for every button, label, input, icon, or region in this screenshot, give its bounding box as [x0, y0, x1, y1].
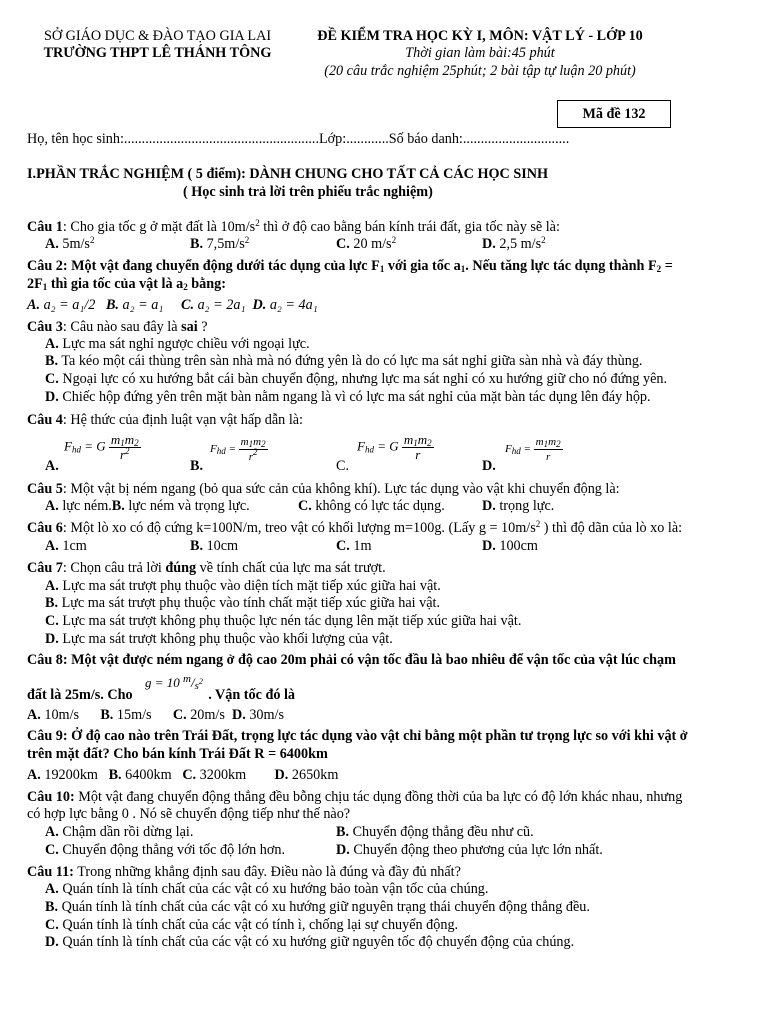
question-8-line2: đất là 25m/s. Cho . Vận tốc đó là	[27, 687, 296, 703]
q4-formula-c: $F_{hd} = G$ $\frac{m_1m_2}{r}$	[357, 432, 432, 462]
q4-option-c-label: C.	[336, 458, 350, 474]
section-title: I.PHẦN TRẮC NGHIỆM ( 5 điểm): DÀNH CHUNG CHO TẤT CẢ CÁC HỌC SINH	[27, 166, 549, 182]
q1-option-c: C. 20 $m/s^2$	[336, 235, 397, 252]
q3-option-b: B. Ta kéo một cái thùng trên sàn nhà mà nó đứng yên là do có lực ma sát nghỉ giữa sàn nhà và đáy thùng.	[45, 353, 643, 369]
q7-option-a: A. Lực ma sát trượt phụ thuộc vào diện tích mặt tiếp xúc giữa hai vật.	[45, 578, 441, 594]
q1-option-d: D. 2,5 $m/s^2$	[482, 235, 546, 252]
exam-time: Thời gian làm bài:45 phút	[405, 45, 555, 61]
question-9-line2: trên mặt đất? Cho bán kính Trái Đất R = 6400km	[27, 746, 328, 762]
q1-option-b: B. $7,5m/s^2$	[190, 235, 250, 252]
q3-option-d: D. Chiếc hộp đứng yên trên mặt bàn nằm ngang là vì có lực ma sát nghỉ của mặt bàn tác dụng lên đáy hộp.	[45, 389, 651, 405]
q11-option-d: D. Quán tính là tính chất của các vật có xu hướng giữ nguyên tốc độ chuyển động của chúng.	[45, 934, 575, 950]
q7-option-d: D. Lực ma sát trượt không phụ thuộc vào khối lượng của vật.	[45, 631, 393, 647]
section-subtitle: ( Học sinh trả lời trên phiếu trắc nghiệm)	[183, 184, 433, 200]
q5-option-d: D. trọng lực.	[482, 498, 555, 514]
question-2-line2: $2F_1$ thì gia tốc của vật là $a_2$ bằng:	[27, 276, 226, 292]
q6-option-d: D. 100cm	[482, 538, 538, 554]
q5-option-c: C. không có lực tác dụng.	[298, 498, 445, 514]
q7-option-b: B. Lực ma sát trượt phụ thuộc vào tính chất mặt tiếp xúc giữa hai vật.	[45, 595, 441, 611]
question-8-line1: Câu 8: Một vật được ném ngang ở độ cao 20m phải có vận tốc đầu là bao nhiêu để vận tốc của vật lúc chạm	[27, 652, 676, 668]
q3-option-c: C. Ngoại lực có xu hướng bắt cái bàn chuyển động, nhưng lực ma sát nghỉ có xu hướng giữ cho nó đứng yên.	[45, 371, 668, 387]
q4-formula-d: $F_{hd}$ = $\frac{m_1m_2}{r}$	[505, 436, 561, 463]
q4-option-b-label: B.	[190, 458, 204, 474]
q4-formula-b: $F_{hd}$ = $\frac{m_1m_2}{r^2}$	[210, 436, 266, 463]
question-1: Câu 1: Cho gia tốc g ở mặt đất là $10m/s^2$ thì ở độ cao bằng bán kính trái đất, gia tốc này sẽ là:	[27, 218, 560, 235]
question-10-line1: Câu 10: Một vật đang chuyển động thẳng đều bỗng chịu tác dụng đồng thời của ba lực có độ lớn khác nhau, nhưng	[27, 789, 683, 805]
exam-code-box: Mã đề 132	[557, 100, 671, 128]
q4-option-a-label: A.	[45, 458, 59, 474]
q6-option-a: A. 1cm	[45, 538, 87, 554]
q2-options: A. a₂ = a₁/2 B. a₂ = a₁ C. a₂ = 2a₁ D. a₂ = 4a₁	[27, 297, 318, 313]
q8-options: A. 10m/s B. 15m/s C. 20m/s D. 30m/s	[27, 707, 284, 723]
q11-option-c: C. Quán tính là tính chất của các vật có tính ì, chống lại sự chuyển động.	[45, 917, 459, 933]
exam-structure: (20 câu trắc nghiệm 25phút; 2 bài tập tự luận 20 phút)	[324, 63, 636, 79]
q7-option-c: C. Lực ma sát trượt không phụ thuộc lực nén tác dụng lên mặt tiếp xúc giữa hai vật.	[45, 613, 522, 629]
question-4: Câu 4: Hệ thức của định luật vạn vật hấp dẫn là:	[27, 412, 304, 428]
q3-option-a: A. Lực ma sát nghỉ ngược chiều với ngoại lực.	[45, 336, 310, 352]
q8-gravity-formula: g = 10 $^m/_{s^2}$	[145, 673, 203, 692]
question-7: Câu 7: Chọn câu trả lời đúng về tính chất của lực ma sát trượt.	[27, 560, 386, 576]
department-name: SỞ GIÁO DỤC & ĐÀO TẠO GIA LAI	[43, 28, 272, 44]
question-6: Câu 6: Một lò xo có độ cứng k=100N/m, treo vật có khối lượng m=100g. (Lấy $g = 10m/s^2$ ) thì độ dãn của lò xo là:	[27, 519, 683, 536]
question-2-line1: Câu 2: Một vật đang chuyển động dưới tác dụng của lực $F_1$ với gia tốc $a_1$. Nếu tăng lực tác dụng thành $F_2$ =	[27, 258, 673, 274]
exam-title: ĐỀ KIỂM TRA HỌC KỲ I, MÔN: VẬT LÝ - LỚP 10	[317, 28, 643, 44]
q4-formula-a: $F_{hd} = G$ $\frac{m_1m_2}{r^2}$	[64, 432, 139, 462]
question-11: Câu 11: Trong những khẳng định sau đây. Điều nào là đúng và đầy đủ nhất?	[27, 864, 461, 880]
q10-option-d: D. Chuyển động theo phương của lực lớn nhất.	[336, 842, 603, 858]
q10-option-a: A. Chậm dần rồi dừng lại.	[45, 824, 194, 840]
q5-option-a-b: A. lực ném.B. lực ném và trọng lực.	[45, 498, 250, 514]
q11-option-b: B. Quán tính là tính chất của các vật có xu hướng giữ nguyên trạng thái chuyển động thẳng đều.	[45, 899, 590, 915]
question-3: Câu 3: Câu nào sau đây là sai ?	[27, 319, 208, 335]
question-5: Câu 5: Một vật bị ném ngang (bỏ qua sức cản của không khí). Lực tác dụng vào vật khi chuyển động là:	[27, 481, 620, 497]
question-9-line1: Câu 9: Ở độ cao nào trên Trái Đất, trọng lực tác dụng vào vật chỉ bằng một phần tư trọng lực so với khi vật ở	[27, 728, 688, 744]
q10-option-c: C. Chuyển động thẳng với tốc độ lớn hơn.	[45, 842, 286, 858]
question-10-line2: có hợp lực bằng 0 . Nó sẽ chuyển động tiếp như thế nào?	[27, 806, 351, 822]
q6-option-b: B. 10cm	[190, 538, 239, 554]
q11-option-a: A. Quán tính là tính chất của các vật có xu hướng bảo toàn vận tốc của chúng.	[45, 881, 489, 897]
q1-option-a: A. $5m/s^2$	[45, 235, 95, 252]
q6-option-c: C. 1m	[336, 538, 372, 554]
q10-option-b: B. Chuyển động thẳng đều như cũ.	[336, 824, 534, 840]
student-info-line: Họ, tên học sinh:.......................................................Lớp:............Số báo danh:..............................	[27, 131, 570, 147]
q4-option-d-label: D.	[482, 458, 496, 474]
school-name: TRƯỜNG THPT LÊ THÁNH TÔNG	[43, 45, 272, 61]
q9-options: A. 19200km B. 6400km C. 3200km D. 2650km	[27, 767, 339, 783]
